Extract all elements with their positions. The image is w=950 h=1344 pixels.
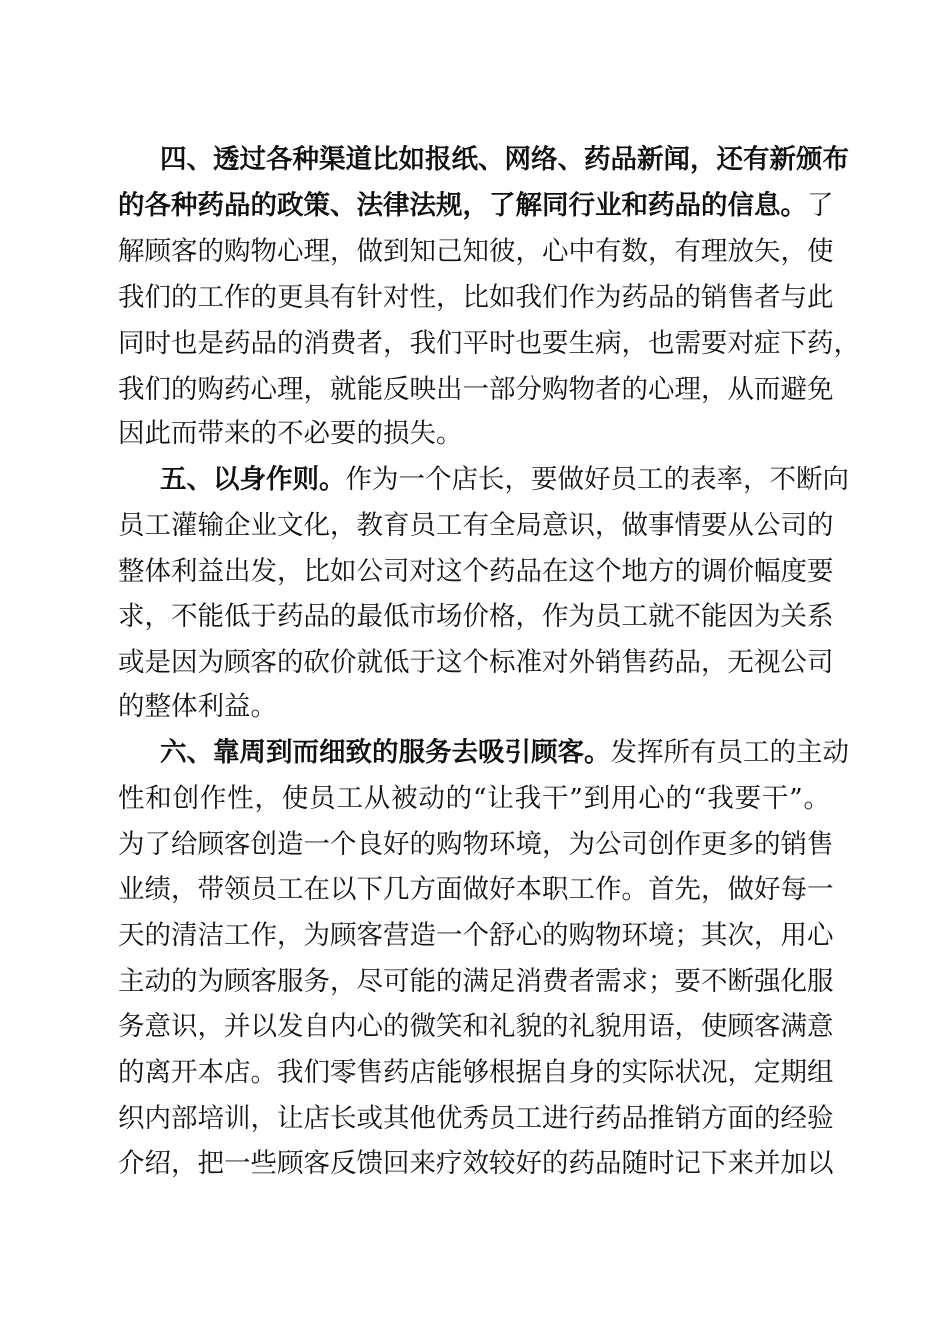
paragraph-line: 天的清洁工作，为顾客营造一个舒心的购物环境；其次，用心 <box>118 920 834 951</box>
paragraph-line: 为了给顾客创造一个良好的购物环境，为公司创作更多的销售 <box>118 829 834 860</box>
paragraph-line: 织内部培训，让店长或其他优秀员工进行药品推销方面的经验 <box>118 1103 834 1134</box>
paragraph-line <box>160 140 849 180</box>
paragraph-line: 的整体利益。 <box>118 691 277 722</box>
paragraph-line: 务意识，并以发自内心的微笑和礼貌的礼貌用语，使顾客满意 <box>118 1011 834 1042</box>
paragraph-line: 整体利益出发，比如公司对这个药品在这个地方的调价幅度要 <box>118 556 834 587</box>
section-heading: 四、透过各种渠道比如报纸、网络、药品新闻，还有新颁布 <box>160 144 849 175</box>
paragraph-line: 因此而带来的不必要的损失。 <box>118 418 463 449</box>
paragraph-line: 我们的购药心理，就能反映出一部分购物者的心理，从而避免 <box>118 374 834 405</box>
paragraph-line: 主动的为顾客服务，尽可能的满足消费者需求；要不断强化服 <box>118 966 834 997</box>
paragraph-line: 六、靠周到而细致的服务去吸引顾客。发挥所有员工的主动 <box>160 737 849 768</box>
paragraph-line: 求，不能低于药品的最低市场价格，作为员工就不能因为关系 <box>118 601 834 632</box>
paragraph-line: 介绍，把一些顾客反馈回来疗效较好的药品随时记下来并加以 <box>118 1148 834 1179</box>
paragraph-line: 业绩，带领员工在以下几方面做好本职工作。首先，做好每一 <box>118 874 834 905</box>
paragraph-line: 同时也是药品的消费者，我们平时也要生病，也需要对症下药， <box>118 328 860 359</box>
paragraph-line: 我们的工作的更具有针对性，比如我们作为药品的销售者与此 <box>118 282 834 313</box>
paragraph-line: 的各种药品的政策、法律法规，了解同行业和药品的信息。了 <box>118 190 834 221</box>
paragraph-line: 性和创作性，使员工从被动的“让我干”到用心的“我要干”。 <box>118 783 830 814</box>
section-heading: 五、以身作则。 <box>160 464 346 495</box>
paragraph-line: 解顾客的购物心理，做到知己知彼，心中有数，有理放矢，使 <box>118 236 834 267</box>
section-heading: 六、靠周到而细致的服务去吸引顾客。 <box>160 737 611 768</box>
paragraph-line: 五、以身作则。作为一个店长，要做好员工的表率，不断向 <box>160 464 849 495</box>
paragraph-line: 员工灌输企业文化，教育员工有全局意识，做事情要从公司的 <box>118 510 834 541</box>
paragraph-line: 的离开本店。我们零售药店能够根据自身的实际状况，定期组 <box>118 1057 834 1088</box>
paragraph-line: 或是因为顾客的砍价就低于这个标准对外销售药品，无视公司 <box>118 647 834 678</box>
section-heading: 的各种药品的政策、法律法规，了解同行业和药品的信息。 <box>118 190 807 221</box>
